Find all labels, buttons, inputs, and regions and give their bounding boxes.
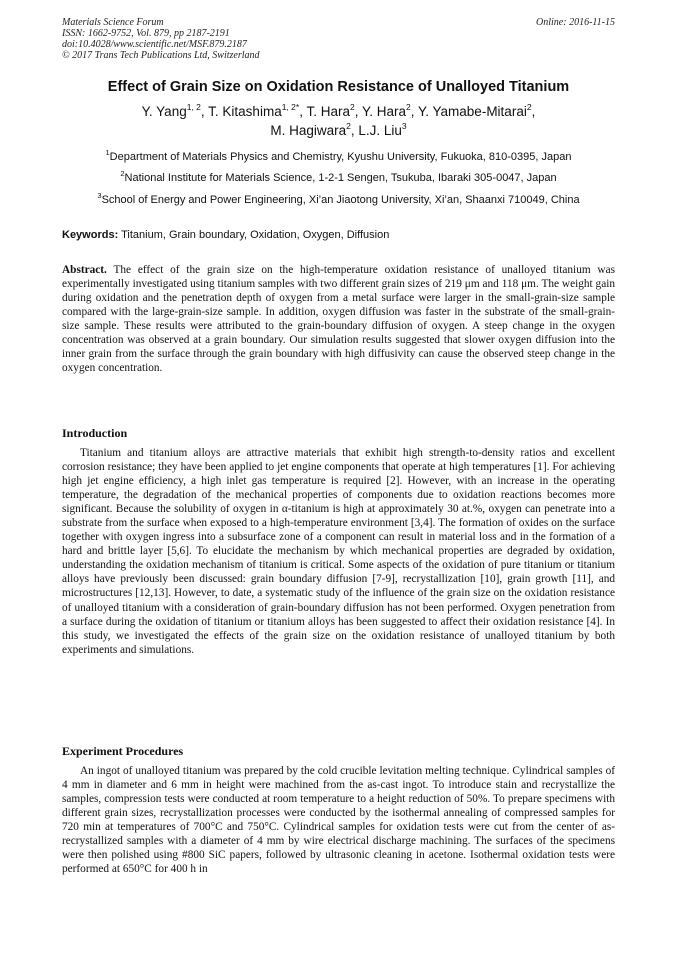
section-heading-introduction: Introduction [62,426,128,440]
author: M. Hagiwara$^2$, [270,121,359,138]
affiliation-3: $^3$School of Energy and Power Engineering, Xi’an Jiaotong University, Xi’an, Shaanxi 710049, China [97,191,580,206]
keywords: Keywords: Titanium, Grain boundary, Oxidation, Oxygen, Diffusion [62,229,390,241]
experiment-body: An ingot of unalloyed titanium was prepared by the cold crucible levitation melting technique. Cylindrical samples of 4 mm in diameter and 6 mm in height were machined from the as-cast ingot. To introduce stain and recrystallize the samples, compression tests were conducted at room temperature to a height reduction of 50%. To prepare specimens with different grain sizes, recrystallization processes were conducted by the isothermal annealing of compressed samples for 720 min at temperatures of 700°C and 750°C. Cylindrical samples for oxidation tests were cut from the center of as-recrystallized samples with a diameter of 4 mm by wire electrical discharge machining. The surfaces of the specimens were then polished using #800 SiC papers, followed by ultrasonic cleaning in acetone. Isothermal oxidation tests were performed at 650°C for 400 h in [62,765,615,876]
affiliation-1: $^1$Department of Materials Physics and Chemistry, Kyushu University, Fukuoka, 810-0395, Japan [105,148,572,163]
author-list [62,102,615,140]
abstract-label: Abstract. [62,264,107,276]
section-heading-experiment: Experiment Procedures [62,744,184,758]
introduction-body: Titanium and titanium alloys are attractive materials that exhibit high strength-to-density ratios and excellent corrosion resistance; they have been applied to jet engine components that operate at high temperatures [1]. For achieving high jet engine efficiency, a high inlet gas temperature is required [2]. However, with an increase in the operating temperature, the degradation of the mechanical properties of components due to oxidation reactions becomes more significant. Because the solubility of oxygen in α-titanium is high at approximately 30 at.%, oxygen can penetrate into a substrate from the surface when exposed to a high-temperature environment [3,4]. The formation of oxides on the surface together with oxygen ingress into a subsurface zone of a component can result in material loss and in the formation of a hard and brittle layer [5,6]. To elucidate the mechanism by which mechanical properties are degraded by oxidation, understanding the oxidation mechanism of titanium is critical. Some aspects of the oxidation of pure titanium or titanium alloys have previously been discussed: grain boundary diffusion [7-9], recrystallization [10], grain growth [11], and microstructures [12,13]. However, to date, a systematic study of the influence of the grain size on the oxidation resistance of unalloyed titanium with a consideration of grain-boundary diffusion has not been performed. Oxygen penetration from a surface during the oxidation of titanium or titanium alloys has been suggested to affect their oxidation resistance [4]. In this study, we investigated the effects of the grain size on the oxidation resistance of unalloyed titanium by both experiments and simulations. [62,447,615,656]
journal-doi[interactable]: doi:10.4028/www.scientific.net/MSF.879.2187 [62,39,247,50]
affiliation-2: $^2$National Institute for Materials Science, 1-2-1 Sengen, Tsukuba, Ibaraki 305-0047, Japan [120,169,557,184]
author: Y. Hara$^2$, [361,102,419,119]
abstract [62,263,615,375]
online-date: Online: 2016-11-15 [536,17,615,28]
journal-issn: ISSN: 1662-9752, Vol. 879, pp 2187-2191 [62,28,230,39]
copyright-notice: © 2017 Trans Tech Publications Ltd, Switzerland [62,50,260,61]
abstract-text: The effect of the grain size on the high-temperature oxidation resistance of unalloyed titanium was experimentally investigated using titanium samples with two different grain sizes of 219 μm and 118 μm. The weight gain during oxidation and the penetration depth of oxygen from a metal surface were larger in the small-grain-size sample compared with the large-grain-size sample. In addition, oxygen diffusion was faster in the substrate of the small-grain-size sample. These results were attributed to the grain-boundary diffusion of oxygen. A steep change in the oxygen concentration was observed at a grain boundary. Our simulation results suggested that slower oxygen diffusion into the inner grain from the surface through the grain boundary with high diffusivity can cause the observed steep change in the oxygen concentration. [62,264,615,375]
journal-header [62,17,392,61]
author: T. Hara$^2$, [306,102,362,119]
paper-title: Effect of Grain Size on Oxidation Resistance of Unalloyed Titanium [107,79,570,95]
author: Y. Yang$^{1, 2}$, [141,102,209,119]
author: T. Kitashima$^{1, 2*}$, [208,102,307,119]
author: L.J. Liu$^3$ [358,121,407,138]
journal-name: Materials Science Forum [62,17,164,28]
author: Y. Yamabe-Mitarai$^2$, [418,102,536,119]
